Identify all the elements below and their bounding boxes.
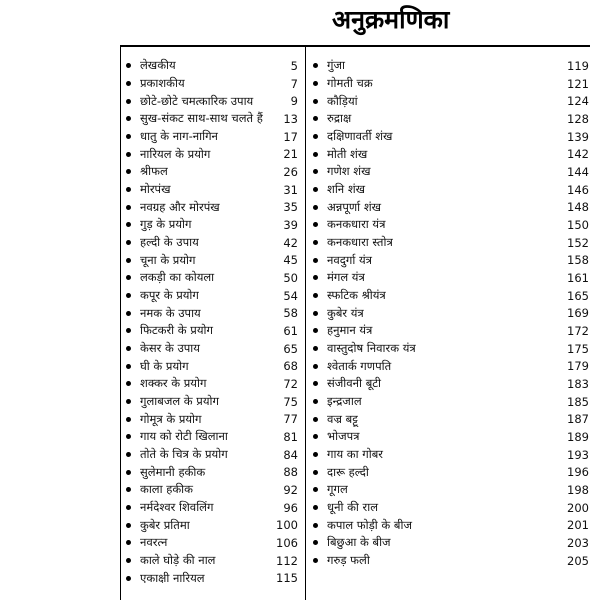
toc-entry-page-number: 150: [567, 217, 589, 232]
toc-entry: [126, 198, 298, 216]
toc-entry-title: मंगल यंत्र: [327, 270, 365, 285]
toc-entry-page-number: 88: [283, 465, 298, 480]
bullet-icon: [126, 258, 131, 263]
toc-entry-title: कनकधारा स्तोत्र: [327, 235, 393, 250]
bullet-icon: [126, 452, 131, 457]
toc-entry: [126, 181, 298, 199]
bullet-icon: [126, 275, 131, 280]
bullet-icon: [126, 417, 131, 422]
toc-entry-page-number: 196: [567, 465, 589, 480]
toc-entry: [313, 216, 589, 234]
column-divider: [305, 47, 306, 600]
toc-entry-title: नारियल के प्रयोग: [140, 146, 211, 161]
toc-entry-title: शनि शंख: [327, 182, 366, 197]
toc-entry: [126, 375, 298, 393]
bullet-icon: [126, 63, 131, 68]
toc-entry: [313, 481, 589, 499]
toc-entry-title: कुबेर प्रतिमा: [140, 517, 190, 532]
toc-entry-title: कनकधारा यंत्र: [327, 217, 386, 232]
toc-entry-title: धातु के नाग-नागिन: [140, 129, 218, 144]
toc-entry-page-number: 201: [567, 518, 589, 533]
toc-entry: [313, 340, 589, 358]
bullet-icon: [313, 487, 318, 492]
bullet-icon: [313, 222, 318, 227]
bullet-icon: [313, 311, 318, 316]
toc-entry-title: गुलाबजल के प्रयोग: [140, 394, 219, 409]
toc-entry-page-number: 119: [567, 58, 589, 73]
toc-entry-page-number: 5: [290, 58, 298, 73]
toc-entry-page-number: 158: [567, 253, 589, 268]
bullet-icon: [313, 258, 318, 263]
toc-entry-title: नमक के उपाय: [140, 305, 201, 320]
toc-entry: [126, 251, 298, 269]
toc-entry-page-number: 45: [283, 253, 298, 268]
bullet-icon: [313, 452, 318, 457]
toc-left-column: [126, 57, 298, 587]
toc-entry-title: भोजपत्र: [327, 429, 360, 444]
toc-entry-page-number: 72: [283, 376, 298, 391]
bullet-icon: [313, 293, 318, 298]
bullet-icon: [126, 116, 131, 121]
toc-entry-title: रुद्राक्ष: [327, 111, 352, 126]
toc-entry: [313, 446, 589, 464]
bullet-icon: [126, 381, 131, 386]
bullet-icon: [126, 540, 131, 545]
toc-entry-title: गूगल: [327, 482, 348, 497]
toc-entry: [126, 92, 298, 110]
toc-entry-page-number: 35: [283, 200, 298, 215]
toc-entry-title: कुबेर यंत्र: [327, 305, 364, 320]
toc-entry: [313, 145, 589, 163]
toc-entry-title: एकाक्षी नारियल: [140, 570, 205, 585]
bullet-icon: [126, 399, 131, 404]
toc-entry-title: हनुमान यंत्र: [327, 323, 373, 338]
toc-entry: [126, 340, 298, 358]
toc-entry: [126, 534, 298, 552]
bullet-icon: [313, 240, 318, 245]
toc-entry-title: हल्दी के उपाय: [140, 235, 199, 250]
bullet-icon: [126, 311, 131, 316]
toc-entry-title: तोते के चित्र के प्रयोग: [140, 447, 228, 462]
toc-entry: [313, 410, 589, 428]
toc-entry: [126, 110, 298, 128]
toc-entry-page-number: 112: [276, 553, 298, 568]
toc-entry: [313, 534, 589, 552]
toc-entry: [313, 357, 589, 375]
toc-entry-page-number: 9: [290, 94, 298, 109]
toc-entry-page-number: 17: [283, 129, 298, 144]
bullet-icon: [313, 99, 318, 104]
toc-entry-title: वास्तुदोष निवारक यंत्र: [327, 341, 416, 356]
toc-entry: [126, 446, 298, 464]
toc-entry-title: प्रकाशकीय: [140, 76, 185, 90]
toc-entry: [313, 499, 589, 517]
toc-entry: [313, 92, 589, 110]
bullet-icon: [313, 205, 318, 210]
toc-entry-page-number: 115: [276, 571, 298, 586]
toc-entry: [313, 304, 589, 322]
toc-entry-page-number: 39: [283, 217, 298, 232]
bullet-icon: [313, 134, 318, 139]
toc-entry-page-number: 200: [567, 500, 589, 515]
toc-entry: [126, 481, 298, 499]
toc-entry-title: इन्द्रजाल: [327, 394, 362, 409]
bullet-icon: [126, 293, 131, 298]
toc-entry-title: गुड़ के प्रयोग: [140, 217, 192, 232]
toc-entry-page-number: 77: [283, 412, 298, 427]
toc-entry-title: छोटे-छोटे चमत्कारिक उपाय: [140, 93, 254, 108]
bullet-icon: [313, 540, 318, 545]
toc-entry-title: संजीवनी बूटी: [327, 376, 382, 391]
bullet-icon: [126, 99, 131, 104]
toc-entry: [313, 375, 589, 393]
bullet-icon: [313, 399, 318, 404]
bullet-icon: [126, 558, 131, 563]
bullet-icon: [126, 487, 131, 492]
toc-entry-page-number: 68: [283, 359, 298, 374]
toc-entry-title: अन्नपूर्णा शंख: [327, 199, 382, 214]
toc-entry-title: मोरपंख: [140, 182, 171, 197]
toc-entry: [126, 322, 298, 340]
toc-entry-title: वज्र बट्टू: [327, 411, 358, 426]
bullet-icon: [126, 523, 131, 528]
toc-entry-title: सुलेमानी हकीक: [140, 464, 206, 479]
toc-entry-page-number: 148: [567, 200, 589, 215]
bullet-icon: [126, 169, 131, 174]
toc-entry-page-number: 183: [567, 376, 589, 391]
toc-entry-page-number: 198: [567, 482, 589, 497]
bullet-icon: [313, 558, 318, 563]
toc-entry-page-number: 100: [276, 518, 298, 533]
toc-entry: [126, 304, 298, 322]
toc-entry-page-number: 161: [567, 270, 589, 285]
toc-entry: [313, 393, 589, 411]
toc-entry-title: गाय का गोबर: [327, 447, 383, 462]
toc-entry: [126, 128, 298, 146]
toc-entry-title: गुंजा: [327, 58, 345, 73]
toc-entry: [126, 410, 298, 428]
bullet-icon: [313, 169, 318, 174]
bullet-icon: [126, 470, 131, 475]
bullet-icon: [126, 81, 131, 86]
toc-entry-page-number: 187: [567, 412, 589, 427]
toc-entry: [126, 57, 298, 75]
toc-entry: [126, 499, 298, 517]
toc-entry-title: चूना के प्रयोग: [140, 252, 196, 267]
toc-entry-page-number: 42: [283, 235, 298, 250]
bullet-icon: [313, 523, 318, 528]
toc-entry: [126, 234, 298, 252]
bullet-icon: [126, 222, 131, 227]
toc-entry-page-number: 31: [283, 182, 298, 197]
toc-entry-page-number: 185: [567, 394, 589, 409]
bullet-icon: [126, 205, 131, 210]
toc-entry-title: काला हकीक: [140, 482, 193, 497]
toc-entry-page-number: 58: [283, 306, 298, 321]
bullet-icon: [126, 134, 131, 139]
toc-entry-title: बिछुआ के बीज: [327, 535, 391, 550]
bullet-icon: [126, 328, 131, 333]
toc-entry-title: गणेश शंख: [327, 164, 371, 179]
bullet-icon: [313, 116, 318, 121]
bullet-icon: [126, 346, 131, 351]
toc-entry-page-number: 21: [283, 147, 298, 162]
toc-entry-title: कपाल फोड़ी के बीज: [327, 517, 412, 532]
toc-entry-page-number: 96: [283, 500, 298, 515]
toc-entry-page-number: 172: [567, 323, 589, 338]
toc-entry-page-number: 106: [276, 535, 298, 550]
toc-entry: [313, 251, 589, 269]
toc-entry-title: गाय को रोटी खिलाना: [140, 429, 228, 444]
toc-entry-page-number: 152: [567, 235, 589, 250]
toc-entry: [126, 269, 298, 287]
bullet-icon: [313, 505, 318, 510]
toc-entry-page-number: 144: [567, 164, 589, 179]
toc-entry-page-number: 142: [567, 147, 589, 162]
toc-entry-title: नर्मदेश्वर शिवलिंग: [140, 500, 214, 515]
toc-entry: [313, 287, 589, 305]
bullet-icon: [313, 81, 318, 86]
toc-entry-page-number: 121: [567, 76, 589, 91]
toc-entry: [313, 128, 589, 146]
toc-entry-page-number: 50: [283, 270, 298, 285]
toc-entry-page-number: 175: [567, 341, 589, 356]
top-rule: [120, 45, 590, 47]
toc-entry-page-number: 13: [283, 111, 298, 126]
bullet-icon: [313, 364, 318, 369]
toc-right-column: [313, 57, 589, 569]
toc-entry-page-number: 75: [283, 394, 298, 409]
toc-entry: [313, 163, 589, 181]
toc-entry-title: श्रीफल: [140, 164, 168, 179]
toc-entry-title: दक्षिणावर्ती शंख: [327, 129, 393, 144]
page-title: अनुक्रमणिका: [332, 5, 450, 34]
bullet-icon: [313, 63, 318, 68]
toc-entry: [126, 428, 298, 446]
toc-entry-title: नवरत्न: [140, 535, 168, 550]
toc-entry: [126, 145, 298, 163]
toc-entry-title: स्फटिक श्रीयंत्र: [327, 288, 386, 303]
toc-entry-page-number: 54: [283, 288, 298, 303]
toc-entry: [126, 552, 298, 570]
toc-entry-page-number: 179: [567, 359, 589, 374]
toc-entry-page-number: 92: [283, 482, 298, 497]
toc-entry-page-number: 203: [567, 535, 589, 550]
toc-entry-title: लकड़ी का कोयला: [140, 270, 215, 285]
toc-entry-title: केसर के उपाय: [140, 341, 200, 356]
toc-entry: [313, 552, 589, 570]
bullet-icon: [313, 346, 318, 351]
toc-entry: [126, 569, 298, 587]
toc-entry: [313, 516, 589, 534]
toc-entry: [313, 428, 589, 446]
toc-entry-page-number: 81: [283, 429, 298, 444]
bullet-icon: [126, 240, 131, 245]
bullet-icon: [126, 187, 131, 192]
bullet-icon: [126, 576, 131, 581]
bullet-icon: [313, 328, 318, 333]
toc-entry-page-number: 61: [283, 323, 298, 338]
toc-entry-page-number: 128: [567, 111, 589, 126]
toc-entry-page-number: 165: [567, 288, 589, 303]
bullet-icon: [313, 275, 318, 280]
bullet-icon: [313, 152, 318, 157]
toc-entry-title: लेखकीय: [140, 58, 176, 73]
toc-entry-title: कपूर के प्रयोग: [140, 288, 199, 303]
toc-entry: [126, 463, 298, 481]
toc-entry-title: घी के प्रयोग: [140, 358, 189, 373]
toc-entry-title: नवग्रह और मोरपंख: [140, 199, 220, 214]
toc-entry-page-number: 205: [567, 553, 589, 568]
toc-entry-title: नवदुर्गा यंत्र: [327, 252, 373, 267]
toc-entry: [126, 393, 298, 411]
toc-entry-page-number: 124: [567, 94, 589, 109]
toc-entry: [126, 163, 298, 181]
toc-entry-title: गरुड़ फली: [327, 553, 370, 568]
toc-entry: [313, 110, 589, 128]
toc-entry-page-number: 65: [283, 341, 298, 356]
toc-entry-title: मोती शंख: [327, 146, 368, 161]
toc-entry: [313, 57, 589, 75]
toc-entry-title: सुख-संकट साथ-साथ चलते हैं: [140, 111, 263, 126]
toc-entry: [313, 198, 589, 216]
toc-entry: [313, 269, 589, 287]
bullet-icon: [126, 364, 131, 369]
toc-entry-title: काले घोड़े की नाल: [140, 553, 216, 568]
toc-entry-page-number: 26: [283, 164, 298, 179]
bullet-icon: [313, 381, 318, 386]
toc-entry: [126, 75, 298, 93]
toc-entry: [126, 516, 298, 534]
toc-entry-title: गोमूत्र के प्रयोग: [140, 411, 202, 426]
toc-entry-page-number: 189: [567, 429, 589, 444]
toc-entry-title: दारू हल्दी: [327, 464, 369, 479]
toc-entry: [313, 463, 589, 481]
toc-entry: [126, 357, 298, 375]
toc-entry-page-number: 7: [290, 76, 298, 91]
left-rule: [120, 45, 121, 600]
toc-entry: [313, 322, 589, 340]
bullet-icon: [313, 470, 318, 475]
bullet-icon: [126, 505, 131, 510]
toc-entry: [313, 181, 589, 199]
bullet-icon: [313, 434, 318, 439]
toc-entry-page-number: 193: [567, 447, 589, 462]
toc-entry-title: श्वेतार्क गणपति: [327, 358, 392, 373]
toc-entry-page-number: 169: [567, 306, 589, 321]
bullet-icon: [313, 417, 318, 422]
toc-entry-title: गोमती चक्र: [327, 76, 373, 90]
toc-entry-page-number: 139: [567, 129, 589, 144]
toc-entry-title: फिटकरी के प्रयोग: [140, 323, 213, 338]
toc-entry-page-number: 84: [283, 447, 298, 462]
toc-entry: [313, 75, 589, 93]
bullet-icon: [126, 152, 131, 157]
toc-entry: [313, 234, 589, 252]
bullet-icon: [313, 187, 318, 192]
toc-entry: [126, 216, 298, 234]
toc-entry-title: धूनी की राल: [327, 500, 379, 515]
toc-entry-title: शक्कर के प्रयोग: [140, 376, 207, 391]
toc-entry: [126, 287, 298, 305]
toc-entry-title: कौड़ियां: [327, 93, 358, 108]
bullet-icon: [126, 434, 131, 439]
toc-entry-page-number: 146: [567, 182, 589, 197]
